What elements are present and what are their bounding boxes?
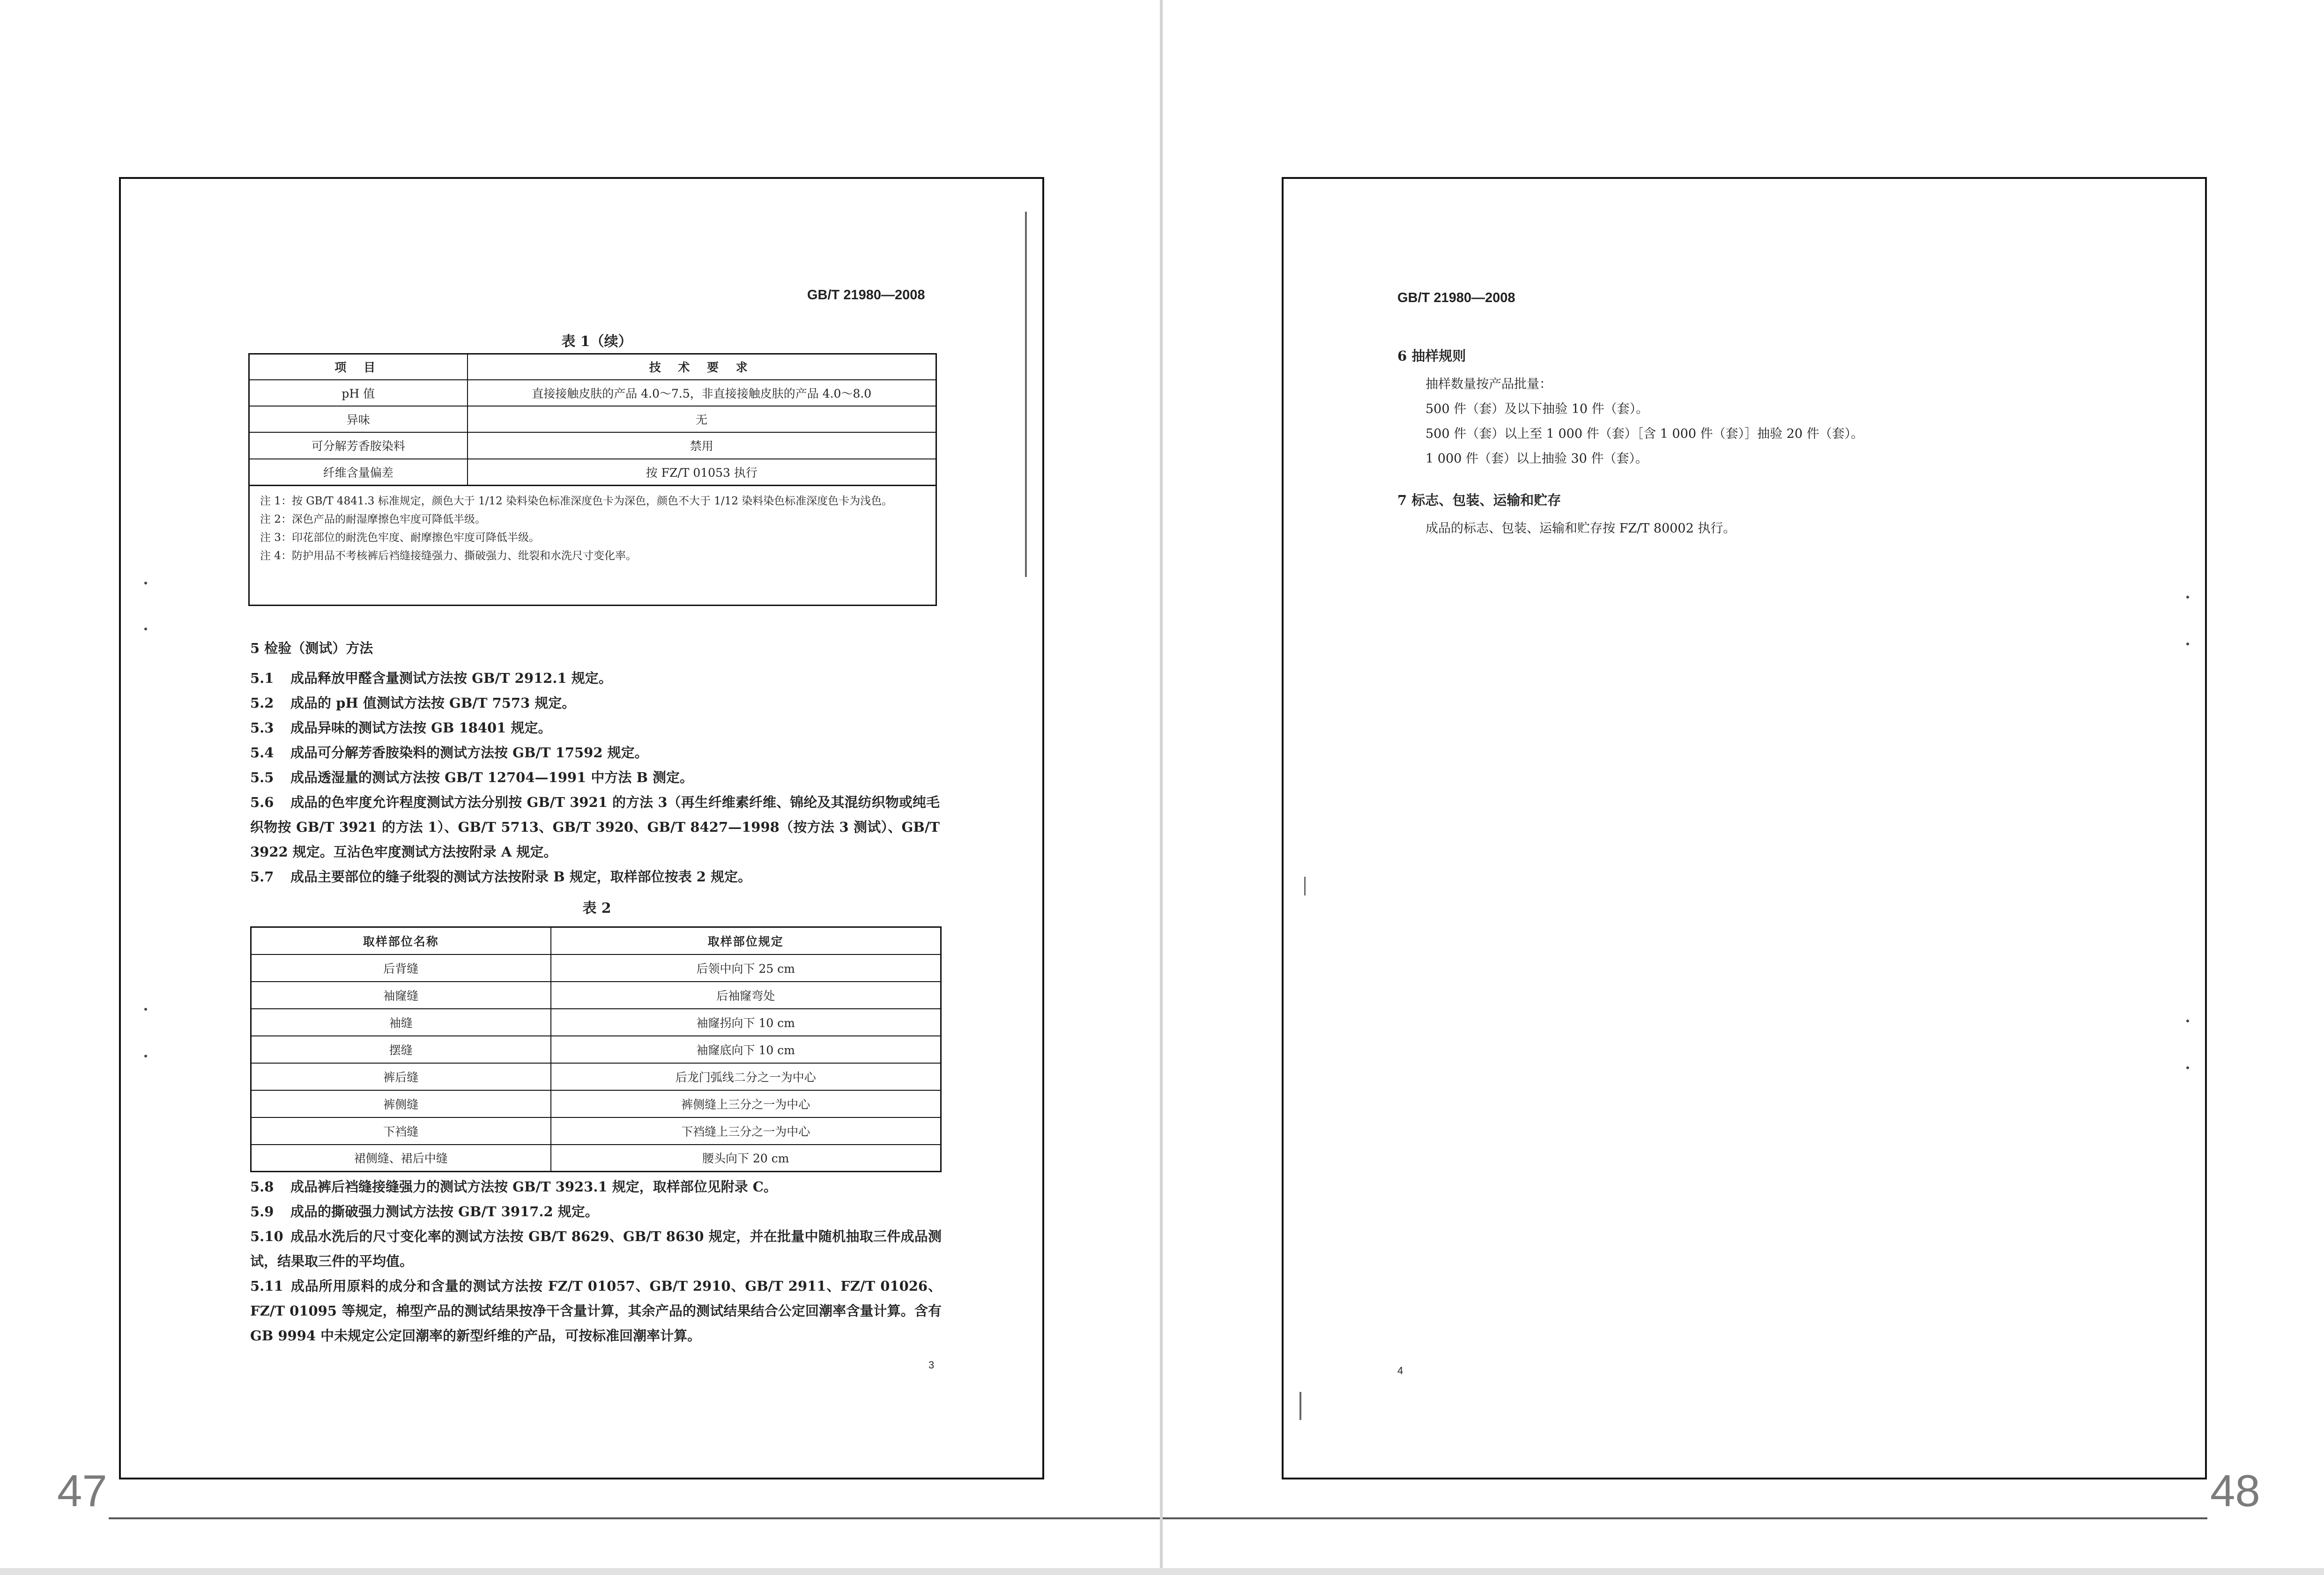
- clause: [250, 716, 940, 740]
- scan-edge-mark: [1025, 212, 1027, 577]
- scan-edge-mark: [1304, 877, 1306, 895]
- standard-code: GB/T 21980—2008: [1397, 290, 1515, 305]
- clause-text: 成品的撕破强力测试方法按 GB/T 3917.2 规定。: [290, 1204, 599, 1220]
- clause-text: 成品水洗后的尺寸变化率的测试方法按 GB/T 8629、GB/T 8630 规定，并在批量中随机抽取三件成品测试，结果取三件的平均值。: [250, 1228, 942, 1269]
- clause-number: 5.6: [250, 794, 274, 810]
- right-document-sheet: [1282, 177, 2207, 1479]
- table2: [250, 926, 942, 1172]
- section5-continued: [250, 1175, 942, 1348]
- table1: [248, 353, 937, 486]
- table-cell: 禁用: [468, 432, 936, 459]
- table-cell: 袖窿缝: [251, 982, 551, 1009]
- clause-text: 成品的 pH 值测试方法按 GB/T 7573 规定。: [290, 695, 576, 711]
- clause-text: 成品异味的测试方法按 GB 18401 规定。: [290, 720, 552, 736]
- left-page-number: 47: [57, 1466, 107, 1516]
- table-cell: 裤侧缝: [251, 1090, 551, 1117]
- table1-title: 表 1（续）: [561, 333, 632, 350]
- scan-edge-mark: [1299, 1392, 1301, 1420]
- clause-number: 5.2: [250, 695, 274, 711]
- clause-number: 5.11: [250, 1278, 283, 1294]
- scan-speck: [144, 582, 147, 584]
- table-cell: 直接接触皮肤的产品 4.0～7.5，非直接接触皮肤的产品 4.0～8.0: [468, 380, 936, 406]
- table-row: [251, 1063, 941, 1090]
- table-cell: 下裆缝: [251, 1117, 551, 1145]
- table-cell: 袖窿底向下 10 cm: [551, 1036, 941, 1063]
- left-footer-rule: [109, 1517, 1160, 1519]
- table-row: [251, 954, 941, 982]
- right-footer-rule: [1163, 1517, 2207, 1519]
- table-row: [251, 1090, 941, 1117]
- clause-number: 5.5: [250, 769, 274, 785]
- table-cell: 按 FZ/T 01053 执行: [468, 459, 936, 486]
- table-cell: 后袖窿弯处: [551, 982, 941, 1009]
- table-cell: 后龙门弧线二分之一为中心: [551, 1063, 941, 1090]
- sheet-footer-page: 4: [1397, 1365, 1403, 1376]
- table-row: [251, 982, 941, 1009]
- scan-speck: [144, 628, 147, 630]
- clause: [250, 740, 940, 765]
- clause: [250, 1199, 942, 1224]
- table-cell: 摆缝: [251, 1036, 551, 1063]
- page-spread-divider: [1160, 0, 1163, 1575]
- table-row: [251, 1009, 941, 1036]
- clause-text: 成品所用原料的成分和含量的测试方法按 FZ/T 01057、GB/T 2910、GB/T 2911、FZ/T 01026、FZ/T 01095 等规定，棉型产品的测试结果按净干含量计算，其余产品的测试结果结合公定回潮率含量计算。含有 GB 9994 中未规定公定回潮率的新型纤维的产品，可按标准回潮率计算。: [250, 1278, 942, 1344]
- table-cell: 后背缝: [251, 954, 551, 982]
- viewer-bottom-band: [0, 1568, 2324, 1575]
- table2-title: 表 2: [582, 900, 611, 917]
- table2-header-location: 取样部位名称: [251, 927, 551, 954]
- section6-heading: 6 抽样规则: [1397, 348, 1466, 364]
- sheet-footer-page: 3: [928, 1359, 935, 1371]
- table1-notes: [248, 485, 937, 606]
- table-cell: 裙侧缝、裙后中缝: [251, 1145, 551, 1172]
- scan-speck: [2186, 1066, 2189, 1069]
- table-row: [249, 432, 936, 459]
- clause-text: 成品可分解芳香胺染料的测试方法按 GB/T 17592 规定。: [290, 745, 648, 761]
- clause: [250, 1175, 942, 1199]
- table-cell: 异味: [249, 406, 468, 432]
- section7-body: 成品的标志、包装、运输和贮存按 FZ/T 80002 执行。: [1426, 521, 1736, 536]
- clause-text: 成品裤后裆缝接缝强力的测试方法按 GB/T 3923.1 规定，取样部位见附录 C。: [290, 1179, 777, 1195]
- table-cell: 后领中向下 25 cm: [551, 954, 941, 982]
- table-cell: 袖窿拐向下 10 cm: [551, 1009, 941, 1036]
- table-row: [249, 406, 936, 432]
- sampling-line: 抽样数量按产品批量：: [1426, 377, 1552, 392]
- table2-header-row: [251, 927, 941, 954]
- clause: [250, 1274, 942, 1348]
- table-cell: 裤侧缝上三分之一为中心: [551, 1090, 941, 1117]
- table-note: 注 3：印花部位的耐洗色牢度、耐摩擦色牢度可降低半级。: [260, 532, 540, 544]
- scan-speck: [2186, 1020, 2189, 1022]
- table-cell: 腰头向下 20 cm: [551, 1145, 941, 1172]
- clause: [250, 666, 940, 691]
- table-note: 注 4：防护用品不考核裤后裆缝接缝强力、撕破强力、纰裂和水洗尺寸变化率。: [260, 550, 637, 562]
- clause: [250, 765, 940, 790]
- table1-header-row: [249, 354, 936, 380]
- table-row: [251, 1117, 941, 1145]
- table-row: [251, 1036, 941, 1063]
- table1-header-requirement: 技 术 要 求: [468, 354, 936, 380]
- section7-heading: 7 标志、包装、运输和贮存: [1397, 492, 1561, 508]
- clause-number: 5.7: [250, 869, 274, 885]
- clause-number: 5.1: [250, 670, 274, 686]
- table-cell: pH 值: [249, 380, 468, 406]
- clause-number: 5.4: [250, 745, 274, 761]
- clause-number: 5.10: [250, 1228, 283, 1244]
- table-cell: 袖缝: [251, 1009, 551, 1036]
- table2-header-rule: 取样部位规定: [551, 927, 941, 954]
- table1-header-item: 项 目: [249, 354, 468, 380]
- table-row: [249, 380, 936, 406]
- table-note: 注 2：深色产品的耐湿摩擦色牢度可降低半级。: [260, 513, 486, 525]
- clause-text: 成品释放甲醛含量测试方法按 GB/T 2912.1 规定。: [290, 670, 612, 686]
- section5-paragraphs: [250, 666, 940, 889]
- table-cell: 无: [468, 406, 936, 432]
- table-cell: 纤维含量偏差: [249, 459, 468, 486]
- table-note: 注 1：按 GB/T 4841.3 标准规定，颜色大于 1/12 染料染色标准深度色卡为深色，颜色不大于 1/12 染料染色标准深度色卡为浅色。: [260, 495, 893, 507]
- table-row: [249, 459, 936, 486]
- sampling-line: 1 000 件（套）以上抽验 30 件（套）。: [1426, 451, 1648, 466]
- clause-text: 成品的色牢度允许程度测试方法分别按 GB/T 3921 的方法 3（再生纤维素纤维、锦纶及其混纺织物或纯毛织物按 GB/T 3921 的方法 1）、GB/T 5713、GB/T 3920、GB/T 8427—1998（按方法 3 测试）、GB/T 3922 规定。互沾色牢度测试方法按附录 A 规定。: [250, 794, 940, 860]
- left-document-sheet: [119, 177, 1044, 1479]
- clause-text: 成品主要部位的缝子纰裂的测试方法按附录 B 规定，取样部位按表 2 规定。: [290, 869, 752, 885]
- clause: [250, 1224, 942, 1274]
- table-row: [251, 1145, 941, 1172]
- clause-number: 5.8: [250, 1179, 274, 1195]
- standard-code: GB/T 21980—2008: [807, 288, 925, 303]
- scan-speck: [2186, 596, 2189, 599]
- table-cell: 下裆缝上三分之一为中心: [551, 1117, 941, 1145]
- scan-speck: [144, 1008, 147, 1011]
- clause-text: 成品透湿量的测试方法按 GB/T 12704—1991 中方法 B 测定。: [290, 769, 694, 785]
- scan-speck: [2186, 643, 2189, 645]
- clause-number: 5.3: [250, 720, 274, 736]
- table-cell: 可分解芳香胺染料: [249, 432, 468, 459]
- sampling-line: 500 件（套）以上至 1 000 件（套）［含 1 000 件（套）］抽验 20 件（套）。: [1426, 427, 1864, 441]
- clause: [250, 691, 940, 716]
- sampling-line: 500 件（套）及以下抽验 10 件（套）。: [1426, 402, 1649, 416]
- clause: [250, 790, 940, 865]
- scan-speck: [144, 1055, 147, 1057]
- right-page-number: 48: [2210, 1466, 2260, 1516]
- clause-number: 5.9: [250, 1204, 274, 1220]
- table-cell: 裤后缝: [251, 1063, 551, 1090]
- section5-heading: 5 检验（测试）方法: [250, 640, 373, 656]
- clause: [250, 865, 940, 889]
- section6-body: [1426, 372, 2175, 471]
